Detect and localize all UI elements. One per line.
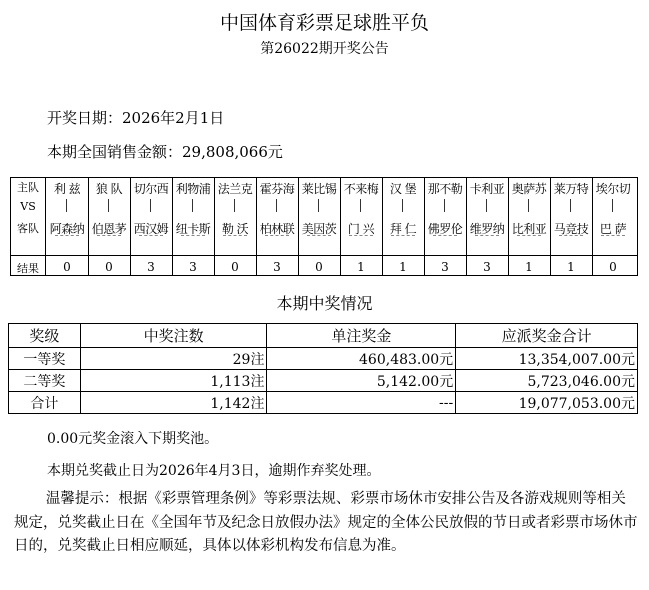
dashed-separator xyxy=(139,235,163,236)
row-label-home: 主队 xyxy=(17,181,39,194)
vs-divider-mark xyxy=(108,199,109,212)
match-column xyxy=(592,178,634,275)
prize-level: 二等奖 xyxy=(9,370,81,392)
match-column xyxy=(508,178,550,275)
match-result: 3 xyxy=(189,260,197,274)
sales-amount: 本期全国销售金额：29,808,066元 xyxy=(47,143,283,161)
dashed-separator xyxy=(223,235,247,236)
vs-divider-mark xyxy=(234,199,235,212)
match-column xyxy=(256,178,298,275)
prize-level: 一等奖 xyxy=(9,348,81,370)
vs-divider-mark xyxy=(612,199,613,212)
prize-table xyxy=(8,323,638,414)
dashed-separator xyxy=(265,235,289,236)
match-result: 3 xyxy=(441,260,449,274)
row-label-away: 客队 xyxy=(17,222,39,235)
match-result: 3 xyxy=(147,260,155,274)
row-label-result: 结果 xyxy=(17,262,39,275)
match-result: 0 xyxy=(609,260,617,274)
prize-level: 合计 xyxy=(9,392,81,414)
away-team: 柏林联 xyxy=(259,222,295,236)
away-team: 西汉姆 xyxy=(133,222,169,236)
home-team: 不来梅 xyxy=(343,182,379,196)
match-column xyxy=(550,178,592,275)
vs-divider-mark xyxy=(444,199,445,212)
away-team: 马竞技 xyxy=(553,222,589,236)
home-team: 切尔西 xyxy=(133,182,169,196)
issue-subtitle: 第26022期开奖公告 xyxy=(260,41,389,57)
table-row xyxy=(9,348,638,370)
dashed-separator xyxy=(55,235,79,236)
away-team: 佛罗伦 xyxy=(427,222,463,236)
col-header-level: 奖级 xyxy=(9,324,81,348)
total-prize: 19,077,053.00元 xyxy=(456,392,638,414)
dashed-separator xyxy=(517,235,541,236)
col-header-count: 中奖注数 xyxy=(80,324,267,348)
prize-heading: 本期中奖情况 xyxy=(276,294,373,313)
vs-divider-mark xyxy=(486,199,487,212)
match-column xyxy=(214,178,256,275)
away-team: 比利亚 xyxy=(511,222,547,236)
home-team: 利物浦 xyxy=(175,182,211,196)
home-team: 莱比锡 xyxy=(301,182,337,196)
match-result: 1 xyxy=(525,260,533,274)
home-team: 法兰克 xyxy=(217,182,253,196)
match-result: 0 xyxy=(105,260,113,274)
col-header-unit: 单注奖金 xyxy=(267,324,456,348)
vs-divider-mark xyxy=(276,199,277,212)
match-result: 3 xyxy=(483,260,491,274)
dashed-separator xyxy=(307,235,331,236)
vs-divider-mark xyxy=(150,199,151,212)
total-prize: 13,354,007.00元 xyxy=(456,348,638,370)
match-table xyxy=(10,177,638,276)
away-team: 巴 萨 xyxy=(599,222,627,236)
unit-prize: 5,142.00元 xyxy=(267,370,456,392)
match-column xyxy=(298,178,340,275)
away-team: 阿森纳 xyxy=(49,222,85,236)
home-team: 奥萨苏 xyxy=(511,182,547,196)
dashed-separator xyxy=(559,235,583,236)
dashed-separator xyxy=(601,235,625,236)
match-result: 1 xyxy=(399,260,407,274)
match-column xyxy=(172,178,214,275)
vs-divider-mark xyxy=(402,199,403,212)
vs-divider-mark xyxy=(570,199,571,212)
away-team: 勒 沃 xyxy=(221,222,249,236)
vs-divider-mark xyxy=(360,199,361,212)
winner-count: 29注 xyxy=(80,348,267,370)
claim-deadline: 本期兑奖截止日为2026年4月3日，逾期作弃奖处理。 xyxy=(47,463,381,479)
dashed-separator xyxy=(433,235,457,236)
prize-header-row xyxy=(9,324,638,348)
table-row xyxy=(9,392,638,414)
dashed-separator xyxy=(349,235,373,236)
total-prize: 5,723,046.00元 xyxy=(456,370,638,392)
winner-count: 1,113注 xyxy=(80,370,267,392)
match-result: 0 xyxy=(63,260,71,274)
draw-date: 开奖日期：2026年2月1日 xyxy=(47,109,225,127)
unit-prize: --- xyxy=(267,392,456,414)
unit-prize: 460,483.00元 xyxy=(267,348,456,370)
away-team: 门 兴 xyxy=(347,222,375,236)
table-row xyxy=(9,370,638,392)
home-team: 卡利亚 xyxy=(469,182,505,196)
reminder-notice: 温馨提示：根据《彩票管理条例》等彩票法规、彩票市场休市安排公告及各游戏规则等相关规定，兑奖截止日在《全国年节及纪念日放假办法》规定的全体公民放假的节日或者彩票市场休市日的，兑奖截止日相应顺延，具体以体彩机构发布信息为准。 xyxy=(14,491,638,554)
vs-divider-mark xyxy=(66,199,67,212)
match-result: 0 xyxy=(231,260,239,274)
rollover-note: 0.00元奖金滚入下期奖池。 xyxy=(47,431,219,447)
dashed-separator xyxy=(475,235,499,236)
home-team: 莱万特 xyxy=(553,182,589,196)
dashed-separator xyxy=(391,235,415,236)
home-team: 狼 队 xyxy=(95,182,123,196)
home-team: 那不勒 xyxy=(427,182,463,196)
away-team: 美因茨 xyxy=(301,222,337,236)
away-team: 纽卡斯 xyxy=(175,222,211,236)
vs-divider-mark xyxy=(528,199,529,212)
away-team: 维罗纳 xyxy=(469,222,505,236)
home-team: 霍芬海 xyxy=(259,182,295,196)
dashed-separator xyxy=(97,235,121,236)
match-result: 1 xyxy=(357,260,365,274)
row-label-vs: VS xyxy=(20,200,36,213)
match-column xyxy=(340,178,382,275)
col-header-total: 应派奖金合计 xyxy=(456,324,638,348)
away-team: 伯恩茅 xyxy=(91,222,127,236)
match-column xyxy=(424,178,466,275)
match-column xyxy=(466,178,508,275)
home-team: 埃尔切 xyxy=(595,182,631,196)
vs-divider-mark xyxy=(318,199,319,212)
home-team: 利 兹 xyxy=(53,182,81,196)
match-column xyxy=(88,178,130,275)
match-result: 0 xyxy=(315,260,323,274)
winner-count: 1,142注 xyxy=(80,392,267,414)
match-result: 1 xyxy=(567,260,575,274)
match-column xyxy=(130,178,172,275)
match-result: 3 xyxy=(273,260,281,274)
dashed-separator xyxy=(181,235,205,236)
match-column xyxy=(382,178,424,275)
home-team: 汉 堡 xyxy=(389,182,417,196)
page-title: 中国体育彩票足球胜平负 xyxy=(219,12,429,34)
away-team: 拜 仁 xyxy=(389,222,417,236)
vs-divider-mark xyxy=(192,199,193,212)
match-column xyxy=(46,178,88,275)
